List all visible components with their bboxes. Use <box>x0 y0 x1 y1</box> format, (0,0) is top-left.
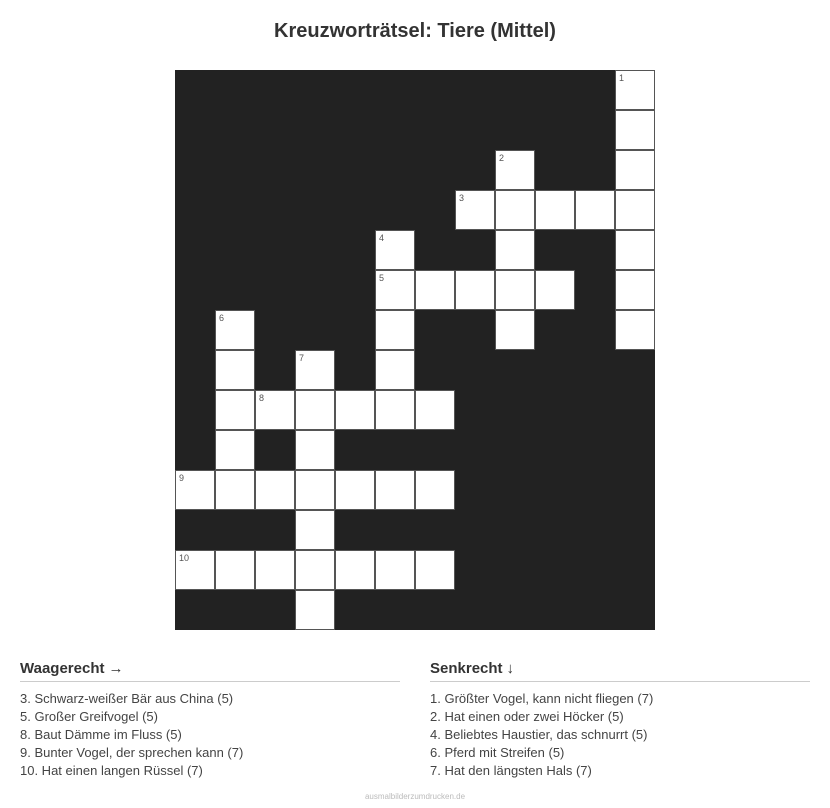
crossword-cell[interactable] <box>295 590 335 630</box>
crossword-cell[interactable] <box>615 70 655 110</box>
down-clues <box>430 660 810 780</box>
crossword-cell[interactable] <box>295 350 335 390</box>
down-clue: 2. Hat einen oder zwei Höcker (5) <box>430 709 624 724</box>
crossword-cell[interactable] <box>495 310 535 350</box>
crossword-cell[interactable] <box>215 350 255 390</box>
clue-number: 1 <box>619 73 625 83</box>
crossword-cell[interactable] <box>455 270 495 310</box>
clue-number: 5 <box>379 273 385 283</box>
crossword-cell[interactable] <box>615 270 655 310</box>
across-clue-list <box>20 690 400 780</box>
footer-watermark: ausmalbilderzumdrucken.de <box>364 792 466 801</box>
crossword-cell[interactable] <box>495 190 535 230</box>
crossword-cell[interactable] <box>255 470 295 510</box>
crossword-cell[interactable] <box>575 190 615 230</box>
clue-number: 3 <box>459 193 465 203</box>
clue-number: 8 <box>259 393 265 403</box>
crossword-cell[interactable] <box>375 550 415 590</box>
crossword-cell[interactable] <box>175 550 215 590</box>
crossword-cell[interactable] <box>375 390 415 430</box>
across-heading <box>20 660 400 682</box>
crossword-cell[interactable] <box>375 270 415 310</box>
page-title: Kreuzworträtsel: Tiere (Mittel) <box>274 20 556 42</box>
crossword-cell[interactable] <box>375 310 415 350</box>
crossword-cell[interactable] <box>375 230 415 270</box>
crossword-cell[interactable] <box>295 510 335 550</box>
crossword-cell[interactable] <box>455 190 495 230</box>
arrow-right-icon: → <box>108 660 124 677</box>
across-clue: 8. Baut Dämme im Fluss (5) <box>20 727 182 742</box>
crossword-cell[interactable] <box>615 190 655 230</box>
crossword-grid <box>175 70 655 630</box>
arrow-down-icon: ↓ <box>506 660 515 677</box>
down-clue: 1. Größter Vogel, kann nicht fliegen (7) <box>430 691 654 706</box>
crossword-cell[interactable] <box>615 310 655 350</box>
crossword-cell[interactable] <box>215 470 255 510</box>
crossword-cell[interactable] <box>215 430 255 470</box>
crossword-cell[interactable] <box>175 470 215 510</box>
down-clue: 6. Pferd mit Streifen (5) <box>430 745 565 760</box>
crossword-cell[interactable] <box>615 110 655 150</box>
crossword-cell[interactable] <box>335 550 375 590</box>
across-clue: 10. Hat einen langen Rüssel (7) <box>20 763 203 778</box>
clue-number: 6 <box>219 313 225 323</box>
crossword-cell[interactable] <box>495 230 535 270</box>
crossword-cell[interactable] <box>415 270 455 310</box>
crossword-cell[interactable] <box>415 550 455 590</box>
crossword-cell[interactable] <box>415 390 455 430</box>
across-clue: 3. Schwarz-weißer Bär aus China (5) <box>20 691 234 706</box>
crossword-cell[interactable] <box>375 350 415 390</box>
crossword-cell[interactable] <box>535 190 575 230</box>
crossword-cell[interactable] <box>255 550 295 590</box>
crossword-cell[interactable] <box>215 310 255 350</box>
clue-number: 2 <box>499 153 505 163</box>
crossword-cell[interactable] <box>295 390 335 430</box>
crossword-cell[interactable] <box>295 470 335 510</box>
crossword-cell[interactable] <box>375 470 415 510</box>
across-clues <box>20 660 400 780</box>
crossword-cell[interactable] <box>615 150 655 190</box>
crossword-cell[interactable] <box>215 390 255 430</box>
clue-number: 7 <box>299 353 305 363</box>
across-clue: 5. Großer Greifvogel (5) <box>20 709 158 724</box>
crossword-cell[interactable] <box>335 470 375 510</box>
crossword-cell[interactable] <box>495 150 535 190</box>
crossword-cell[interactable] <box>335 390 375 430</box>
down-clue: 7. Hat den längsten Hals (7) <box>430 763 592 778</box>
clue-number: 10 <box>179 553 190 563</box>
down-heading-label: Senkrecht <box>430 660 503 677</box>
crossword-cell[interactable] <box>615 230 655 270</box>
crossword-cell[interactable] <box>255 390 295 430</box>
crossword-cell[interactable] <box>295 430 335 470</box>
clue-number: 9 <box>179 473 185 483</box>
crossword-cell[interactable] <box>415 470 455 510</box>
clue-number: 4 <box>379 233 385 243</box>
down-clue: 4. Beliebtes Haustier, das schnurrt (5) <box>430 727 648 742</box>
across-heading-label: Waagerecht <box>20 660 105 677</box>
crossword-cell[interactable] <box>295 550 335 590</box>
down-clue-list <box>430 690 810 780</box>
crossword-cell[interactable] <box>215 550 255 590</box>
down-heading <box>430 660 810 682</box>
crossword-cell[interactable] <box>495 270 535 310</box>
across-clue: 9. Bunter Vogel, der sprechen kann (7) <box>20 745 244 760</box>
crossword-cell[interactable] <box>535 270 575 310</box>
